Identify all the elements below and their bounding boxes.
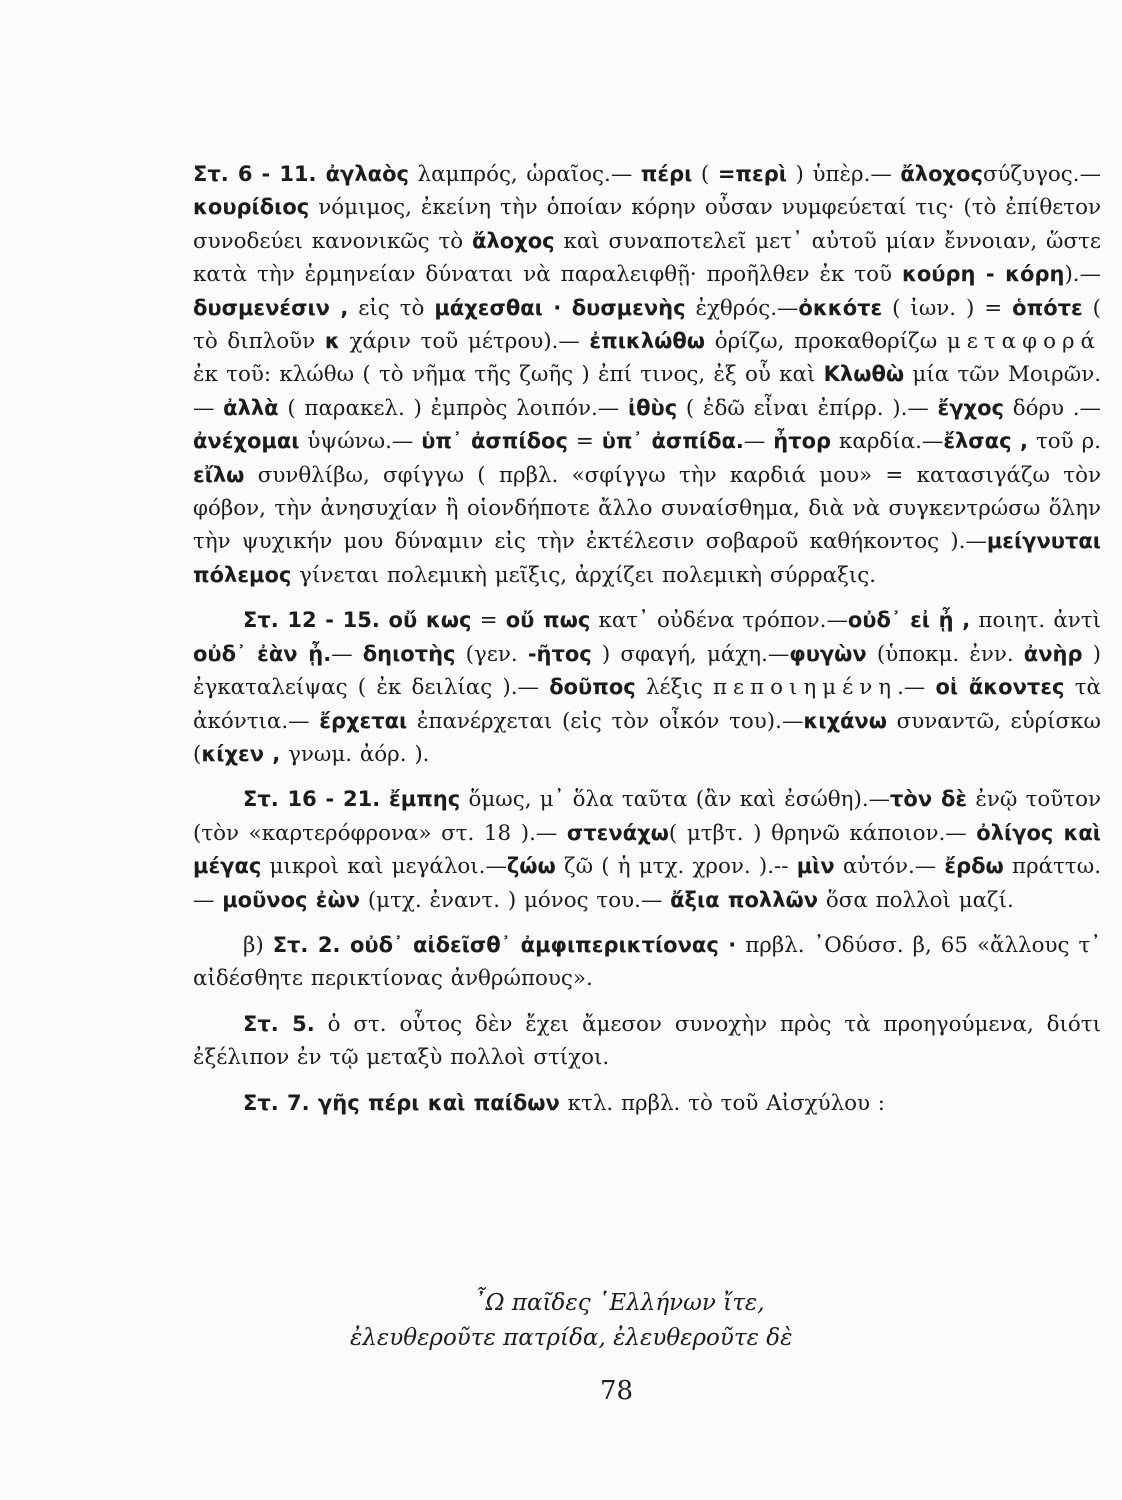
aeschylus-quotation [350, 1286, 950, 1356]
commentary-paragraph-verses-12-15: Στ. 12 - 15. οὔ κως = οὔ πως κατ᾽ οὐδένα τρόπον.—οὐδ᾽ εἰ ᾖ , ποιητ. ἀντὶ οὐδ᾽ ἐὰν ᾖ.— δηιοτὴς (γεν. -ῆτος ) σφαγή, μάχη.—φυγὼν (ὑποκμ. ἐνν. ἀνὴρ ) ἐγκαταλείψας ( ἐκ δειλίας ).— δοῦπος λέξις πεποιημένη.— οἱ ἄκοντες τὰ ἀκόντια.— ἔρχεται ἐπανέρχεται (εἰς τὸν οἶκόν του).—κιχάνω συναντῶ, εὑρίσκω (κίχεν , γνωμ. ἀόρ. ). [193, 608, 1101, 767]
quotation-line-1: ῏Ω παῖδες ῾Ελλήνων ἴτε, [474, 1290, 765, 1316]
page-number: 78 [600, 1376, 634, 1406]
commentary-paragraph-b-verse-2: β) Στ. 2. οὐδ᾽ αἰδεῖσθ᾽ ἀμφιπερικτίονας · πρβλ. ᾿Οδύσσ. β, 65 «ἄλλους τ᾽ αἰδέσθητε περικτίονας ἀνθρώπους». [193, 932, 1101, 992]
quotation-line-2: ἐλευθεροῦτε πατρίδα, ἐλευθεροῦτε δὲ [350, 1325, 793, 1351]
page-body [193, 158, 1101, 1120]
commentary-paragraph-verse-7: Στ. 7. γῆς πέρι καὶ παίδων κτλ. πρβλ. τὸ τοῦ Αἰσχύλου : [243, 1090, 886, 1116]
commentary-paragraph-verses-6-11: Στ. 6 - 11. ἀγλαὸς λαμπρός, ὡραῖος.— πέρι ( =περὶ ) ὑπὲρ.— ἄλοχοςσύζυγος.—κουρίδιος νόμιμος, ἐκείνη τὴν ὁποίαν κόρην οὖσαν νυμφεύεταί τις· (τὸ ἐπίθετον συνοδεύει κανονικῶς τὸ ἄλοχος καὶ συναποτελεῖ μετ᾽ αὐτοῦ μίαν ἔννοιαν, ὥστε κατὰ τὴν ἑρμηνείαν δύναται νὰ παραλειφθῇ· προῆλθεν ἐκ τοῦ κούρη - κόρη).— δυσμενέσιν , εἰς τὸ μάχεσθαι · δυσμενὴς ἐχθρός.—ὀκκότε ( ἰων. ) = ὁπότε ( τὸ διπλοῦν κ χάριν τοῦ μέτρου).— ἐπικλώθω ὁρίζω, προκαθορίζω μεταφορά ἐκ τοῦ: κλώθω ( τὸ νῆμα τῆς ζωῆς ) ἐπί τινος, ἐξ οὗ καὶ Κλωθὼ μία τῶν Μοιρῶν.— ἀλλὰ ( παρακελ. ) ἐμπρὸς λοιπόν.— ἰθὺς ( ἐδῶ εἶναι ἐπίρρ. ).— ἔγχος δόρυ .— ἀνέχομαι ὑψώνω.— ὑπ᾽ ἀσπίδος = ὑπ᾽ ἀσπίδα.— ἦτορ καρδία.—ἔλσας , τοῦ ρ. εἴλω συνθλίβω, σφίγγω ( πρβλ. «σφίγγω τὴν καρδιά μου» = κατασιγάζω τὸν φόβον, τὴν ἀνησυχίαν ἢ οἱονδήποτε ἄλλο συναίσθημα, διὰ νὰ συγκεντρώσω ὅλην τὴν ψυχικήν μου δύναμιν εἰς τὴν ἐκτέλεσιν σοβαροῦ καθήκοντος ).—μείγνυται πόλεμος γίνεται πολεμικὴ μεῖξις, ἀρχίζει πολεμικὴ σύρραξις. [193, 162, 1101, 588]
commentary-paragraph-verse-5: Στ. 5. ὁ στ. οὗτος δὲν ἔχει ἄμεσον συνοχὴν πρὸς τὰ προηγούμενα, διότι ἐξέλιπον ἐν τῷ μεταξὺ πολλοὶ στίχοι. [193, 1011, 1101, 1071]
commentary-paragraph-verses-16-21: Στ. 16 - 21. ἔμπης ὅμως, μ᾽ ὅλα ταῦτα (ἂν καὶ ἐσώθη).—τὸν δὲ ἐνῷ τοῦτον (τὸν «καρτερόφρονα» στ. 18 ).— στενάχω( μτβτ. ) θρηνῶ κάποιον.— ὀλίγος καὶ μέγας μικροὶ καὶ μεγάλοι.—ζώω ζῶ ( ἡ μτχ. χρον. ).-- μὶν αὐτόν.— ἔρδω πράττω.— μοῦνος ἐὼν (μτχ. ἐναντ. ) μόνος του.— ἄξια πολλῶν ὅσα πολλοὶ μαζί. [193, 787, 1102, 913]
